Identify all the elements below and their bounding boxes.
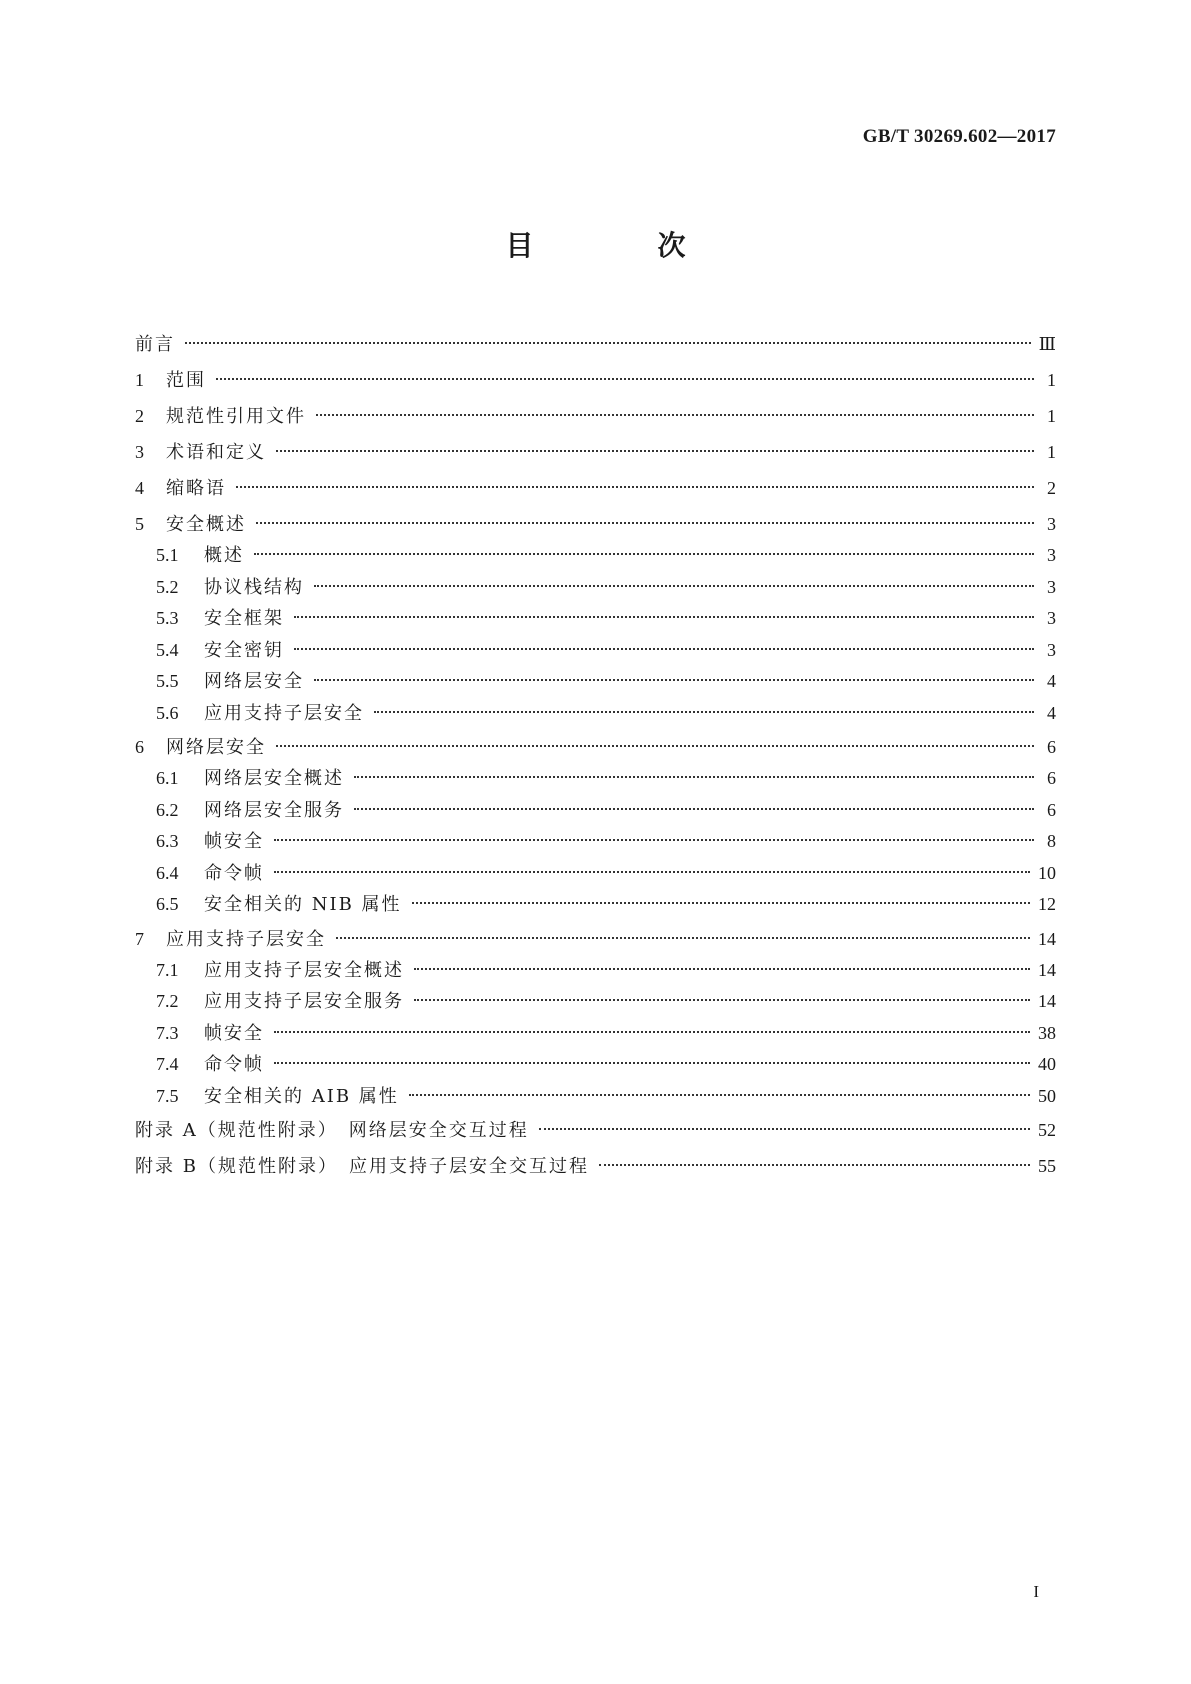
dot-leader [274,1062,1030,1064]
toc-entry-page: 6 [1047,737,1056,757]
toc-entry[interactable] [135,1148,1056,1184]
toc-entry[interactable] [135,826,1056,858]
dot-leader [216,378,1034,380]
toc-entry-page: 1 [1047,406,1056,426]
toc-entry[interactable] [135,1112,1056,1148]
toc-entry-number: 5 [135,514,144,534]
toc-entry[interactable] [135,858,1056,890]
toc-entry-page: 14 [1038,959,1056,980]
dot-leader [354,776,1034,778]
toc-entry-number: 5.1 [156,545,179,565]
toc-entry-title: 安全相关的 AIB 属性 [204,1085,399,1107]
toc-entry-number: 4 [135,478,144,498]
dot-leader [599,1164,1030,1166]
dot-leader [374,711,1034,713]
dot-leader [274,839,1034,841]
toc-entry[interactable] [135,698,1056,730]
toc-entry-page: 3 [1047,514,1056,534]
toc-entry-number: 6.1 [156,768,179,788]
dot-leader [414,968,1030,970]
dot-leader [254,553,1034,555]
toc-entry-title: 网络层安全概述 [204,768,344,789]
toc-entry-title: 安全概述 [166,514,246,535]
toc-entry-page: 3 [1047,576,1056,597]
toc-entry-title: 网络层安全服务 [204,799,344,821]
toc-entry-title: 安全密钥 [204,639,284,661]
toc-entry-page: 1 [1047,370,1056,390]
toc-entry-page: 6 [1047,799,1056,820]
toc-entry-number: 6.3 [156,831,179,851]
toc-entry-number: 7.5 [156,1085,179,1106]
toc-entry[interactable] [135,572,1056,604]
toc-entry[interactable] [135,763,1056,795]
toc-entry[interactable] [135,635,1056,667]
dot-leader [314,585,1034,587]
toc-entry-number: 3 [135,442,144,462]
toc-entry-number: 5.2 [156,576,179,597]
toc-entry-page: 3 [1047,545,1056,565]
dot-leader [276,450,1034,452]
toc-entry-page: Ⅲ [1038,334,1056,354]
toc-entry-number: 7.1 [156,959,179,980]
toc-entry-page: 8 [1047,831,1056,851]
toc-entry-title: 应用支持子层安全服务 [204,991,404,1012]
toc-entry-page: 2 [1047,478,1056,498]
toc-entry[interactable] [135,1018,1056,1050]
toc-entry-title: 帧安全 [204,1022,264,1044]
toc-entry-number: 6 [135,737,144,757]
toc-entry[interactable] [135,1049,1056,1081]
toc-entry-page: 14 [1038,928,1056,949]
dot-leader [354,808,1034,810]
toc-entry-page: 14 [1038,991,1056,1011]
toc-entry-title: 命令帧 [204,1054,264,1075]
dot-leader [539,1128,1030,1130]
toc-entry-title: 网络层安全 [166,737,266,758]
toc-entry-number: 6.5 [156,894,179,914]
toc-entry-number: 6.4 [156,862,179,883]
toc-entry[interactable] [135,955,1056,987]
toc-entry-page: 40 [1038,1054,1056,1074]
standard-code: GB/T 30269.602—2017 [862,126,1056,147]
dot-leader [185,342,1031,344]
toc-entry-title: 规范性引用文件 [166,406,306,427]
toc-entry[interactable] [135,795,1056,827]
toc-entry[interactable] [135,666,1056,698]
toc-entry-title: 协议栈结构 [204,576,304,598]
toc-entry-page: 4 [1047,702,1056,723]
toc-entry-number: 2 [135,406,144,426]
toc-entry-title: 前言 [135,334,175,355]
toc-entry-title: 缩略语 [166,478,226,499]
toc-entry-page: 52 [1038,1120,1056,1140]
dot-leader [236,486,1034,488]
dot-leader [314,679,1034,681]
page-number: I [1033,1582,1039,1601]
toc-entry[interactable] [135,398,1056,434]
toc-entry-title: 安全框架 [204,608,284,629]
toc-entry[interactable] [135,1081,1056,1113]
dot-leader [316,414,1034,416]
dot-leader [336,937,1030,939]
toc-entry[interactable] [135,470,1056,506]
toc-entry-number: 1 [135,370,144,390]
toc-entry-number: 5.3 [156,608,179,628]
toc-entry[interactable] [135,362,1056,398]
toc-entry-number: 5.5 [156,671,179,691]
dot-leader [274,1031,1030,1033]
toc-entry-title: 帧安全 [204,831,264,852]
toc-entry[interactable] [135,921,1056,957]
toc-entry-title: 安全相关的 NIB 属性 [204,894,402,915]
toc-entry[interactable] [135,506,1056,542]
toc-entry-page: 12 [1038,894,1056,914]
toc-entry-number: 5.4 [156,639,179,660]
toc-entry-title: 网络层安全 [204,671,304,692]
toc-entry-number: 7.2 [156,991,179,1011]
dot-leader [412,902,1030,904]
toc-entry[interactable] [135,986,1056,1018]
toc-entry-page: 55 [1038,1156,1056,1176]
toc-entry-page: 6 [1047,768,1056,788]
toc-entry-page: 3 [1047,608,1056,628]
toc-entry-page: 3 [1047,639,1056,660]
toc-entry-page: 4 [1047,671,1056,691]
toc-entry[interactable] [135,889,1056,921]
toc-entry-number: 7.3 [156,1022,179,1043]
toc-entry-title: 附录 B（规范性附录） 应用支持子层安全交互过程 [135,1156,589,1177]
toc-entry-number: 7 [135,928,144,949]
page-title: 目 次 [505,229,734,262]
toc-entry[interactable] [135,326,1056,362]
dot-leader [256,522,1034,524]
dot-leader [274,871,1030,873]
dot-leader [276,745,1034,747]
toc-entry-number: 7.4 [156,1054,179,1074]
dot-leader [414,999,1030,1001]
toc-entry-title: 概述 [204,545,244,566]
toc-entry-number: 5.6 [156,702,179,723]
toc-entry[interactable] [135,540,1056,572]
toc-entry[interactable] [135,603,1056,635]
toc-entry[interactable] [135,729,1056,765]
toc-entry-number: 6.2 [156,799,179,820]
toc-entry-page: 38 [1038,1022,1056,1043]
toc-entry-page: 50 [1038,1085,1056,1106]
toc-entry-title: 术语和定义 [166,442,266,463]
toc-entry-page: 1 [1047,442,1056,462]
dot-leader [294,616,1034,618]
toc-entry-title: 应用支持子层安全概述 [204,959,404,981]
toc-entry-title: 命令帧 [204,862,264,884]
toc-entry-title: 范围 [166,370,206,391]
toc-entry-title: 应用支持子层安全 [166,928,326,950]
dot-leader [294,648,1034,650]
toc-entry[interactable] [135,434,1056,470]
toc-entry-title: 附录 A（规范性附录） 网络层安全交互过程 [135,1120,529,1141]
toc-entry-title: 应用支持子层安全 [204,702,364,724]
table-of-contents [135,326,1056,1184]
dot-leader [409,1094,1030,1096]
toc-entry-page: 10 [1038,862,1056,883]
